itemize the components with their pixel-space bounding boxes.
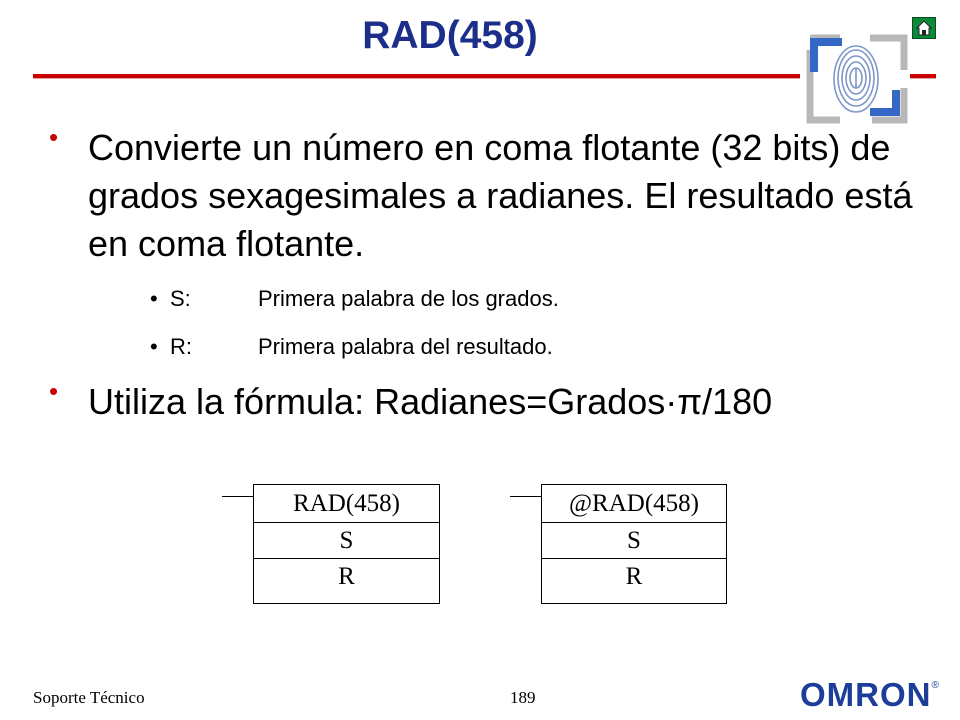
ladder-block-name: @RAD(458) [542,485,726,523]
bullet-marker: • [49,122,59,152]
ladder-block-rad-differentiated [541,484,727,604]
input-line [222,496,254,497]
ladder-operand-s: S [254,523,439,559]
ladder-block-name: RAD(458) [254,485,439,523]
sub-bullet-value: Primera palabra de los grados. [258,286,559,311]
input-line [510,496,542,497]
sub-bullet-key: R: [170,334,192,359]
brand-logo [800,676,940,714]
footer-label: Soporte Técnico [33,688,145,707]
bullet-main-2: Utiliza la fórmula: Radianes=Grados·π/180 [88,381,773,422]
ladder-operand-s: S [542,523,726,559]
brand-name: OMRON [800,676,932,713]
ladder-operand-r: R [338,563,355,590]
ladder-block-rad [253,484,440,604]
home-button[interactable] [912,17,936,39]
sub-bullet-key: S: [170,286,191,311]
bullet-marker: • [49,376,59,406]
sub-bullet-marker: • [150,334,158,359]
registered-mark: ® [931,680,940,691]
ladder-operand-r: R [625,563,643,590]
sub-bullet-value: Primera palabra del resultado. [258,334,553,359]
fingerprint-logo [800,30,910,128]
slide-title: RAD(458) [362,14,538,57]
page-number: 189 [510,688,536,707]
bullet-main-1: Convierte un número en coma flotante (32 bits) de grados sexagesimales a radianes. El resultado está en coma flotante. [88,127,913,264]
sub-bullet-marker: • [150,286,158,311]
fingerprint-icon [800,30,910,128]
home-icon [913,18,935,38]
